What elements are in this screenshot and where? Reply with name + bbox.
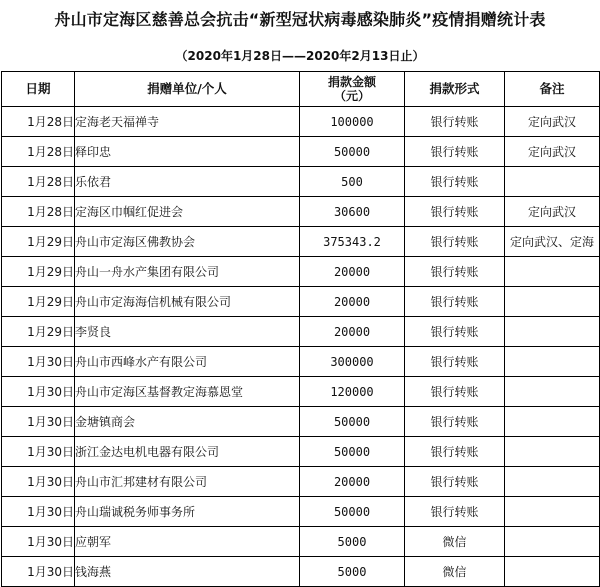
- table-row: [2, 197, 600, 227]
- cell-date: 1月29日: [2, 257, 75, 287]
- header-amount-unit: （元）: [333, 89, 370, 103]
- cell-donor: 李贤良: [75, 317, 300, 347]
- cell-donor: 舟山瑞诚税务师事务所: [75, 497, 300, 527]
- cell-amount: 20000: [300, 317, 405, 347]
- table-row: [2, 227, 600, 257]
- table-row: [2, 287, 600, 317]
- cell-method: 银行转账: [405, 107, 505, 137]
- cell-amount: 100000: [300, 107, 405, 137]
- cell-remark: [505, 287, 600, 317]
- cell-donor: 释印忠: [75, 137, 300, 167]
- header-remark: 备注: [505, 72, 600, 107]
- cell-method: 银行转账: [405, 167, 505, 197]
- cell-donor: 舟山市西峰水产有限公司: [75, 347, 300, 377]
- cell-date: 1月30日: [2, 437, 75, 467]
- cell-date: 1月30日: [2, 467, 75, 497]
- cell-method: 微信: [405, 527, 505, 557]
- cell-remark: [505, 407, 600, 437]
- cell-remark: 定向武汉、定海: [505, 227, 600, 257]
- cell-method: 微信: [405, 557, 505, 587]
- cell-donor: 舟山市汇邦建材有限公司: [75, 467, 300, 497]
- cell-remark: 定向武汉: [505, 197, 600, 227]
- cell-method: 银行转账: [405, 407, 505, 437]
- cell-method: 银行转账: [405, 197, 505, 227]
- table-row: [2, 497, 600, 527]
- cell-date: 1月29日: [2, 287, 75, 317]
- cell-donor: 应朝军: [75, 527, 300, 557]
- cell-amount: 500: [300, 167, 405, 197]
- table-row: [2, 107, 600, 137]
- cell-date: 1月28日: [2, 197, 75, 227]
- header-amount: [300, 72, 405, 107]
- table-row: [2, 557, 600, 587]
- cell-donor: 舟山市定海区佛教协会: [75, 227, 300, 257]
- cell-amount: 20000: [300, 257, 405, 287]
- cell-date: 1月29日: [2, 317, 75, 347]
- cell-method: 银行转账: [405, 377, 505, 407]
- cell-amount: 120000: [300, 377, 405, 407]
- cell-date: 1月30日: [2, 527, 75, 557]
- cell-amount: 5000: [300, 527, 405, 557]
- cell-date: 1月29日: [2, 227, 75, 257]
- cell-remark: 定向武汉: [505, 107, 600, 137]
- cell-method: 银行转账: [405, 497, 505, 527]
- cell-method: 银行转账: [405, 287, 505, 317]
- cell-date: 1月30日: [2, 557, 75, 587]
- cell-remark: [505, 497, 600, 527]
- cell-amount: 50000: [300, 407, 405, 437]
- table-body: [2, 107, 600, 587]
- cell-date: 1月30日: [2, 407, 75, 437]
- table-row: [2, 257, 600, 287]
- date-range-subtitle: （2020年1月28日——2020年2月13日止）: [175, 49, 425, 63]
- cell-remark: [505, 467, 600, 497]
- cell-donor: 浙江金达电机电器有限公司: [75, 437, 300, 467]
- cell-remark: [505, 437, 600, 467]
- cell-date: 1月30日: [2, 497, 75, 527]
- cell-amount: 5000: [300, 557, 405, 587]
- table-row: [2, 167, 600, 197]
- cell-method: 银行转账: [405, 137, 505, 167]
- header-method: 捐款形式: [405, 72, 505, 107]
- cell-amount: 375343.2: [300, 227, 405, 257]
- cell-donor: 舟山一舟水产集团有限公司: [75, 257, 300, 287]
- cell-remark: [505, 377, 600, 407]
- table-row: [2, 347, 600, 377]
- cell-donor: 钱海燕: [75, 557, 300, 587]
- document-title: 舟山市定海区慈善总会抗击“新型冠状病毒感染肺炎”疫情捐赠统计表: [54, 10, 546, 29]
- cell-donor: 定海老天福禅寺: [75, 107, 300, 137]
- header-donor: 捐赠单位/个人: [75, 72, 300, 107]
- cell-amount: 50000: [300, 497, 405, 527]
- table-row: [2, 377, 600, 407]
- cell-remark: [505, 527, 600, 557]
- cell-remark: [505, 167, 600, 197]
- cell-amount: 300000: [300, 347, 405, 377]
- cell-method: 银行转账: [405, 467, 505, 497]
- cell-amount: 20000: [300, 287, 405, 317]
- cell-date: 1月30日: [2, 377, 75, 407]
- cell-amount: 50000: [300, 437, 405, 467]
- cell-date: 1月28日: [2, 107, 75, 137]
- table-row: [2, 407, 600, 437]
- header-amount-label: 捐款金额: [327, 75, 376, 89]
- header-date: 日期: [2, 72, 75, 107]
- table-row: [2, 467, 600, 497]
- cell-donor: 舟山市定海海信机械有限公司: [75, 287, 300, 317]
- cell-date: 1月28日: [2, 167, 75, 197]
- cell-method: 银行转账: [405, 317, 505, 347]
- cell-method: 银行转账: [405, 257, 505, 287]
- cell-amount: 30600: [300, 197, 405, 227]
- cell-amount: 20000: [300, 467, 405, 497]
- cell-method: 银行转账: [405, 437, 505, 467]
- cell-remark: [505, 317, 600, 347]
- table-row: [2, 437, 600, 467]
- cell-date: 1月28日: [2, 137, 75, 167]
- table-header-row: [2, 72, 600, 107]
- donation-table: [1, 71, 600, 587]
- table-row: [2, 137, 600, 167]
- table-row: [2, 317, 600, 347]
- cell-donor: 舟山市定海区基督教定海慕恩堂: [75, 377, 300, 407]
- cell-donor: 金塘镇商会: [75, 407, 300, 437]
- cell-date: 1月30日: [2, 347, 75, 377]
- cell-method: 银行转账: [405, 227, 505, 257]
- cell-donor: 定海区巾帼红促进会: [75, 197, 300, 227]
- cell-remark: [505, 347, 600, 377]
- table-row: [2, 527, 600, 557]
- cell-donor: 乐依君: [75, 167, 300, 197]
- cell-amount: 50000: [300, 137, 405, 167]
- cell-remark: [505, 257, 600, 287]
- cell-remark: [505, 557, 600, 587]
- cell-method: 银行转账: [405, 347, 505, 377]
- cell-remark: 定向武汉: [505, 137, 600, 167]
